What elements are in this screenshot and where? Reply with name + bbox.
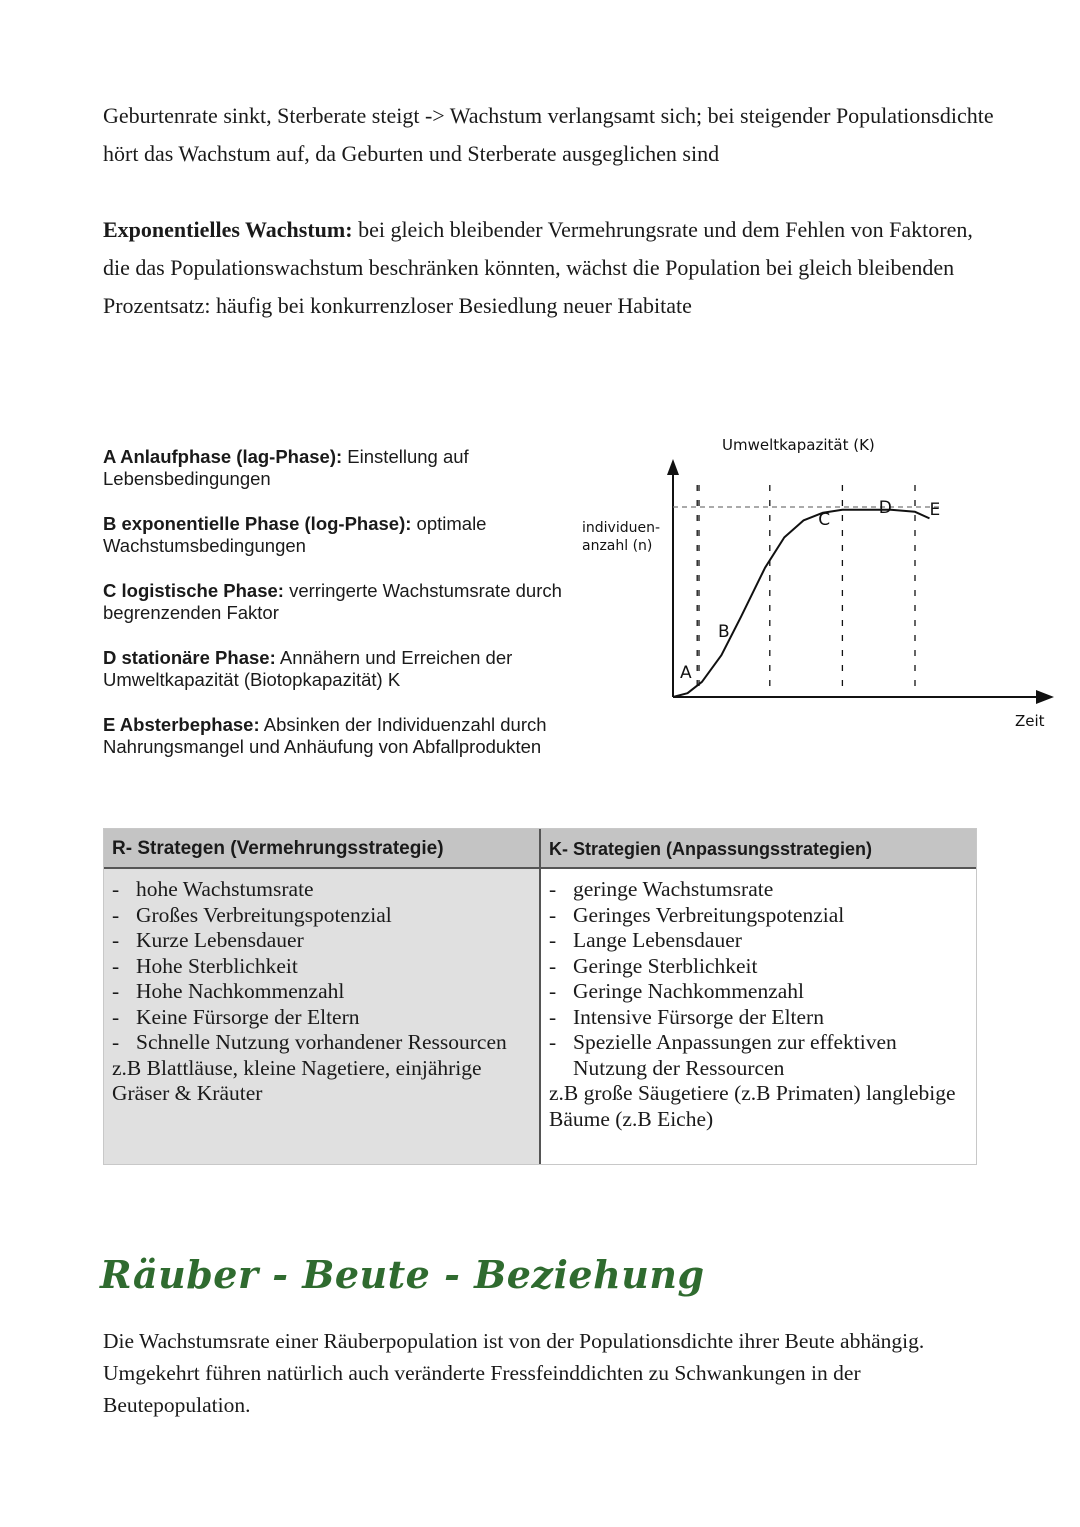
r-strategy-item: - Keine Fürsorge der Eltern: [112, 1005, 533, 1031]
k-strategy-item: - Geringe Nachkommenzahl: [549, 979, 970, 1005]
k-strategy-item: - Geringe Sterblichkeit: [549, 954, 970, 980]
section-heading: Räuber - Beute - Beziehung: [100, 1252, 705, 1297]
r-strategy-item: - Schnelle Nutzung vorhandener Ressourcen: [112, 1030, 533, 1056]
x-axis-label: Zeit: [1015, 712, 1045, 730]
exponential-growth-text: bei gleich bleibender Vermehrungsrate und dem Fehlen von Faktoren, die das Populationswachstum beschränken könnten, wächst die Population bei gleich bleibenden Prozentsatz: häufig bei konkurrenzloser Besiedlung neuer Habitate: [103, 217, 973, 318]
phase-a-text: Einstellung auf Lebensbedingungen: [103, 446, 469, 489]
k-strategy-item: - Intensive Fürsorge der Eltern: [549, 1005, 970, 1031]
phase-label-b: B: [718, 622, 730, 642]
strategy-table: [103, 828, 977, 1165]
r-strategy-list: [104, 869, 539, 1107]
r-strategy-header: R- Strategen (Vermehrungsstrategie): [104, 829, 539, 869]
r-strategy-item: - hohe Wachstumsrate: [112, 877, 533, 903]
phase-c-text: verringerte Wachstumsrate durch begrenzenden Faktor: [103, 580, 562, 623]
phase-label-c: C: [818, 510, 831, 530]
phase-a: [103, 446, 563, 490]
phase-label-a: A: [680, 663, 692, 683]
growth-curve-chart: [560, 425, 1060, 735]
r-strategy-item: - Hohe Sterblichkeit: [112, 954, 533, 980]
predator-prey-paragraph: Die Wachstumsrate einer Räuberpopulation ist von der Populationsdichte ihrer Beute abhängig. Umgekehrt führen natürlich auch veränderte Fressfeinddichten zu Schwankungen in der Beutepopulation.: [103, 1329, 925, 1417]
phase-e-text: Absinken der Individuenzahl durch Nahrungsmangel und Anhäufung von Abfallprodukten: [103, 714, 547, 757]
phase-d-text: Annähern und Erreichen der Umweltkapazität (Biotopkapazität) K: [103, 647, 513, 690]
r-strategy-item: - Großes Verbreitungspotenzial: [112, 903, 533, 929]
phase-b-term: B exponentielle Phase (log-Phase):: [103, 513, 412, 534]
intro-paragraph: Geburtenrate sinkt, Sterberate steigt -> Wachstum verlangsamt sich; bei steigender Populationsdichte hört das Wachstum auf, da Geburten und Sterberate ausgeglichen sind: [103, 103, 994, 166]
phase-b: [103, 513, 563, 557]
phase-b-text: optimale Wachstumsbedingungen: [103, 513, 487, 556]
k-strategy-header: K- Strategien (Anpassungsstrategien): [541, 829, 976, 869]
phase-e: [103, 714, 563, 758]
exponential-growth-paragraph: [103, 211, 1003, 325]
exponential-growth-term: Exponentielles Wachstum:: [103, 217, 353, 242]
phase-c-term: C logistische Phase:: [103, 580, 284, 601]
r-strategy-example: z.B Blattläuse, kleine Nagetiere, einjährige Gräser & Kräuter: [112, 1055, 482, 1105]
phase-c: [103, 580, 563, 624]
y-axis-arrowhead: [667, 459, 679, 475]
capacity-label: Umweltkapazität (K): [722, 436, 875, 454]
k-strategy-item: - Geringes Verbreitungspotenzial: [549, 903, 970, 929]
k-strategy-item: - Lange Lebensdauer: [549, 928, 970, 954]
phase-list: [103, 446, 563, 781]
r-strategy-column: [104, 829, 541, 1164]
r-strategy-item: - Hohe Nachkommenzahl: [112, 979, 533, 1005]
r-strategy-item: - Kurze Lebensdauer: [112, 928, 533, 954]
growth-curve: [673, 510, 930, 697]
phase-label-e: E: [929, 500, 941, 520]
k-strategy-example: z.B große Säugetiere (z.B Primaten) langlebige Bäume (z.B Eiche): [549, 1081, 956, 1131]
y-axis-label: individuen-anzahl (n): [582, 520, 661, 554]
k-strategy-item: - geringe Wachstumsrate: [549, 877, 970, 903]
phase-a-term: A Anlaufphase (lag-Phase):: [103, 446, 343, 467]
k-strategy-column: [541, 829, 976, 1164]
phase-d: [103, 647, 563, 691]
phase-e-term: E Absterbephase:: [103, 714, 260, 735]
k-strategy-list: [541, 869, 976, 1132]
phase-label-d: D: [878, 498, 892, 518]
phase-d-term: D stationäre Phase:: [103, 647, 276, 668]
k-strategy-item: - Spezielle Anpassungen zur effektiven Nutzung der Ressourcen: [549, 1030, 970, 1081]
x-axis-arrowhead: [1036, 690, 1054, 704]
